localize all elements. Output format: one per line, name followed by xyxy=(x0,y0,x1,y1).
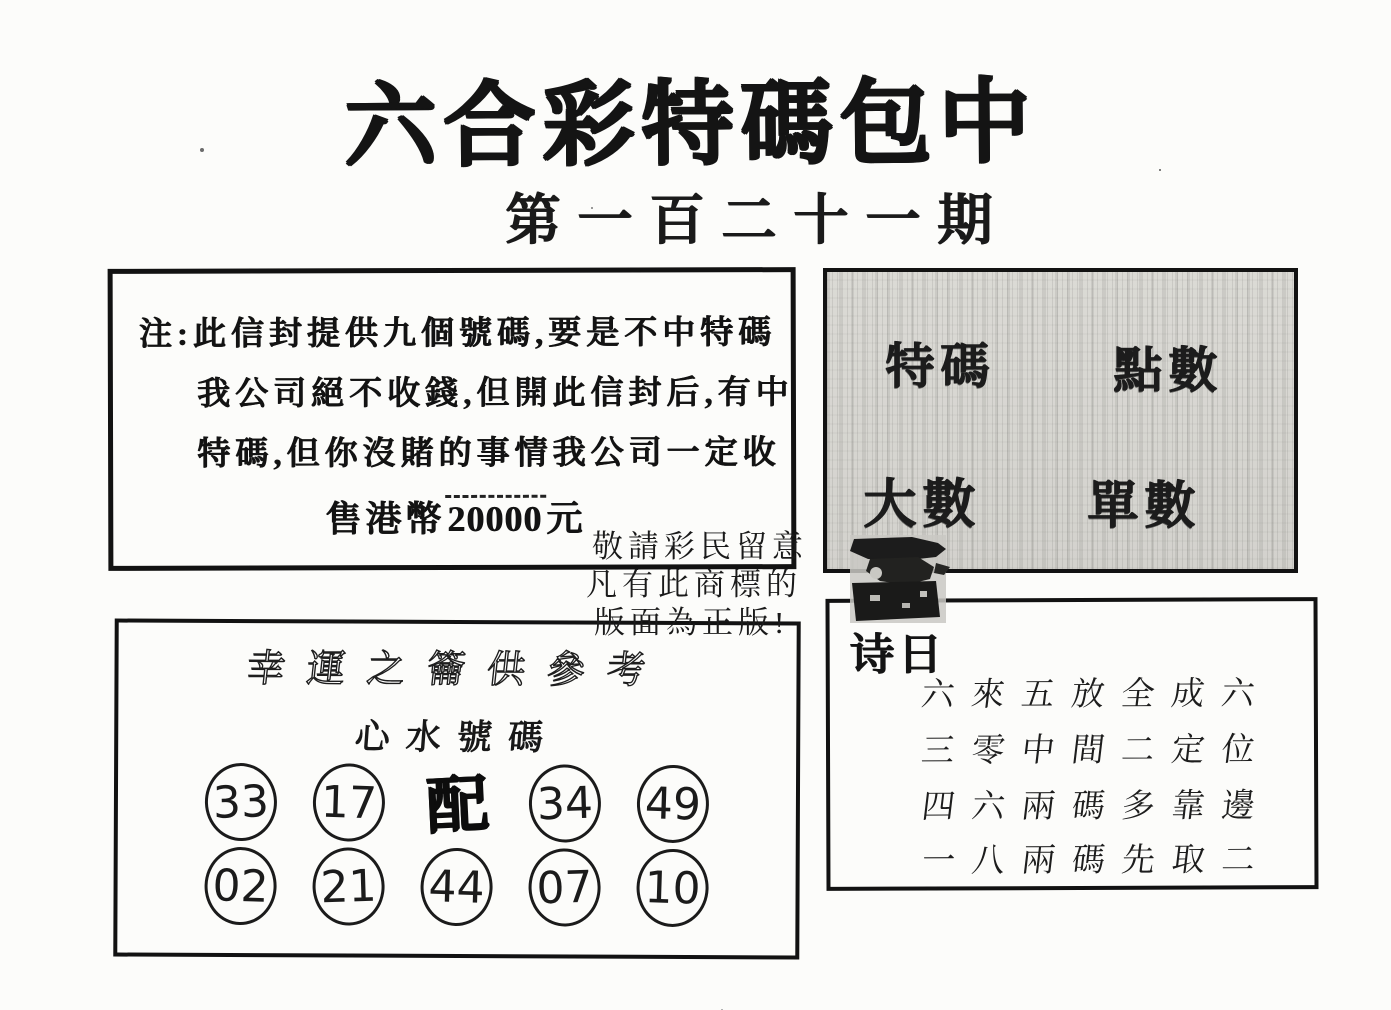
poem-line-1: 六來五放全成六 xyxy=(919,676,1274,714)
label-odd-number: 單數 xyxy=(1087,479,1202,535)
number-circle: 21 xyxy=(311,846,385,926)
label-points: 點數 xyxy=(1113,343,1224,398)
lucky-box-subheader: 心水號碼 xyxy=(353,717,561,758)
note-line-1: 注:此信封提供九個號碼,要是不中特碼 xyxy=(138,315,777,353)
trademark-stamp-icon xyxy=(840,533,954,627)
price-prefix: 售港幣 xyxy=(325,499,446,540)
lucky-numbers-box xyxy=(113,619,800,960)
note-line-3: 特碼,但你沒賭的事情我公司一定收 xyxy=(197,435,781,473)
notice-line-1: 敬請彩民留意 xyxy=(592,529,808,564)
number-row-1 xyxy=(118,763,796,844)
label-big-number: 大數 xyxy=(863,476,981,534)
number-circle: 44 xyxy=(419,847,493,927)
poem-line-2: 三零中間二定位 xyxy=(919,732,1274,770)
note-box xyxy=(108,267,797,571)
number-circle: 02 xyxy=(203,846,277,926)
number-circle: 10 xyxy=(635,848,709,928)
price-line xyxy=(325,491,586,543)
notice-line-3: 版面為正版! xyxy=(594,605,790,640)
poem-line-3: 四六兩碼多靠邊 xyxy=(919,788,1274,826)
scan-speck xyxy=(200,148,204,152)
note-line-2: 我公司絕不收錢,但開此信封后,有中 xyxy=(196,375,794,413)
price-number: 20000 xyxy=(445,495,546,540)
issue-number: 第一百二十一期 xyxy=(505,190,1010,251)
label-special-code: 特碼 xyxy=(885,339,996,394)
authenticity-notice xyxy=(586,528,808,642)
number-row-2 xyxy=(117,847,795,928)
pair-character: 配 xyxy=(424,770,490,841)
page-title: 六合彩特碼包中 xyxy=(343,70,1037,178)
poem-box xyxy=(825,597,1318,891)
price-suffix: 元 xyxy=(546,498,587,539)
number-circle: 34 xyxy=(528,763,602,843)
poem-label: 诗日 xyxy=(849,630,946,680)
number-circle: 17 xyxy=(312,762,386,842)
number-circle: 07 xyxy=(527,847,601,927)
notice-line-2: 凡有此商標的 xyxy=(586,567,802,602)
number-circle: 49 xyxy=(636,764,710,844)
category-box xyxy=(823,268,1298,573)
lucky-box-header: 幸運之籥供參考 xyxy=(244,648,670,692)
poem-line-4: 一八兩碼先取二 xyxy=(919,842,1275,880)
number-circle: 33 xyxy=(204,762,278,842)
